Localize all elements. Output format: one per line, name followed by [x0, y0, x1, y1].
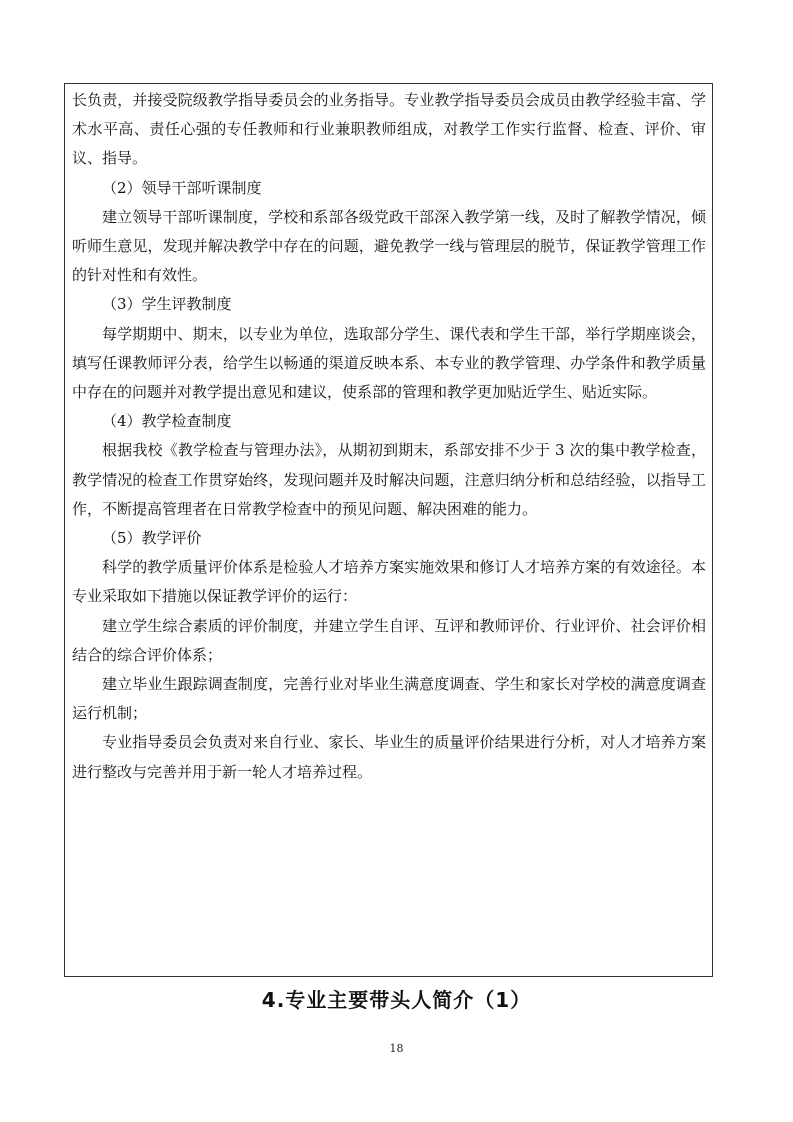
- paragraph-evaluation-system: 科学的教学质量评价体系是检验人才培养方案实施效果和修订人才培养方案的有效途径。本专业采取如下措施以保证教学评价的运行：: [72, 558, 706, 606]
- heading-teaching-evaluation: （5）教学评价: [102, 529, 202, 548]
- page-number: 18: [389, 1042, 404, 1055]
- document-body: [72, 86, 706, 787]
- paragraph-student-evaluation: 每学期期中、期末，以专业为单位，选取部分学生、课代表和学生干部，举行学期座谈会，填写任课教师评分表，给学生以畅通的渠道反映本系、本专业的教学管理、办学条件和教学质量中存在的问题并对教学提出意见和建议，使系部的管理和教学更加贴近学生、贴近实际。: [72, 324, 706, 402]
- paragraph-evaluation-committee: 专业指导委员会负责对来自行业、家长、毕业生的质量评价结果进行分析，对人才培养方案进行整改与完善并用于新一轮人才培养过程。: [72, 733, 706, 781]
- section-title: 4.专业主要带头人简介（1）: [261, 988, 532, 1012]
- paragraph-evaluation-graduate: 建立毕业生跟踪调查制度，完善行业对毕业生满意度调查、学生和家长对学校的满意度调查运行机制；: [72, 675, 706, 723]
- paragraph-leader-lecture: 建立领导干部听课制度，学校和系部各级党政干部深入教学第一线，及时了解教学情况，倾听师生意见，发现并解决教学中存在的问题，避免教学一线与管理层的脱节，保证教学管理工作的针对性和有效性。: [72, 207, 706, 285]
- paragraph-teaching-inspection: 根据我校《教学检查与管理办法》，从期初到期末，系部安排不少于 3 次的集中教学检查，教学情况的检查工作贯穿始终，发现问题并及时解决问题，注意归纳分析和总结经验，以指导工作，不断提高管理者在日常教学检查中的预见问题、解决困难的能力。: [72, 441, 706, 518]
- heading-teaching-inspection: （4）教学检查制度: [102, 412, 232, 431]
- heading-student-evaluation: （3）学生评教制度: [102, 295, 232, 314]
- heading-leader-lecture: （2）领导干部听课制度: [102, 178, 262, 197]
- paragraph-evaluation-student: 建立学生综合素质的评价制度，并建立学生自评、互评和教师评价、行业评价、社会评价相结合的综合评价体系；: [72, 616, 706, 664]
- paragraph-committee: 长负责，并接受院级教学指导委员会的业务指导。专业教学指导委员会成员由教学经验丰富、学术水平高、责任心强的专任教师和行业兼职教师组成，对教学工作实行监督、检查、评价、审议、指导。: [72, 91, 706, 168]
